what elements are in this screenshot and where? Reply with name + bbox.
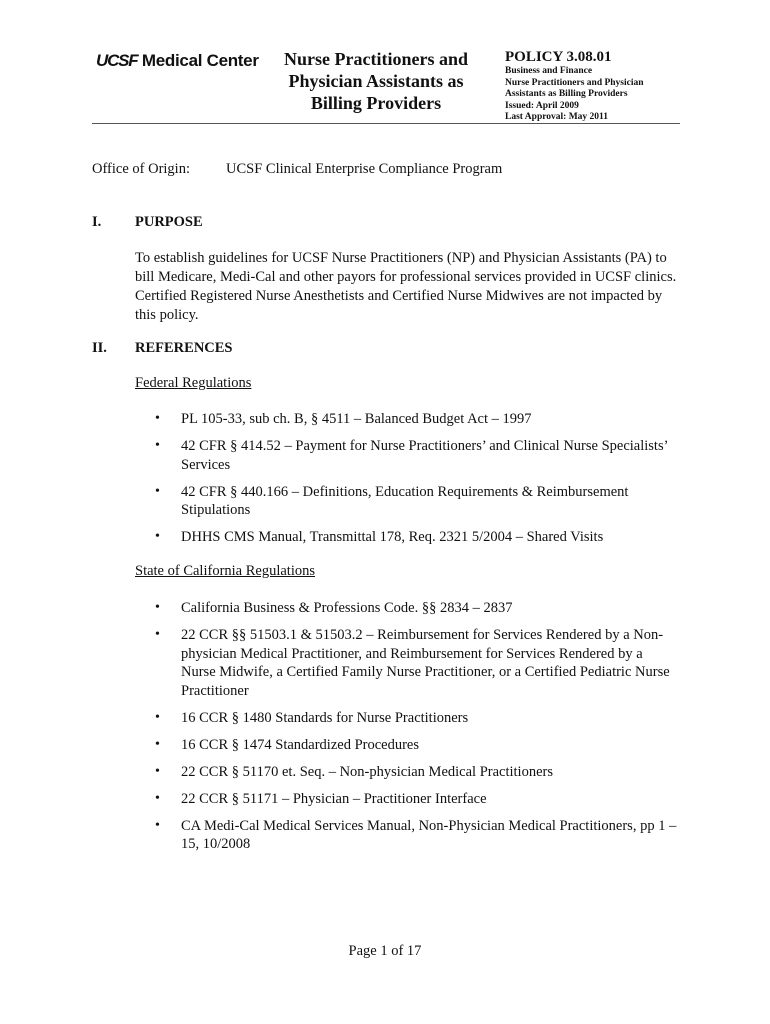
section-number: II.: [92, 340, 107, 356]
bullet-icon: •: [155, 790, 160, 806]
section-title: PURPOSE: [135, 214, 203, 230]
list-item-text: 22 CCR § 51170 et. Seq. – Non-physician Medical Practitioners: [181, 763, 553, 780]
list-item-text: 22 CCR §§ 51503.1 & 51503.2 – Reimbursement for Services Rendered by a Non-physician Medical Practitioner, and Reimbursement for Services Rendered by a Nurse Midwife, a Certified Family Nurse Practitioner, or a Certified Pediatric Nurse Practitioner: [181, 627, 670, 699]
list-item-text: CA Medi-Cal Medical Services Manual, Non-Physician Medical Practitioners, pp 1 – 15, 10/2008: [181, 817, 677, 852]
list-item: [135, 528, 680, 547]
policy-number: POLICY 3.08.01: [505, 49, 612, 65]
policy-title-line: Physician Assistants as: [288, 71, 464, 91]
policy-issued: Issued: April 2009: [505, 100, 579, 111]
policy-subject-line: Nurse Practitioners and Physician: [505, 77, 644, 88]
state-regulations-list: [135, 599, 680, 862]
list-item: [135, 763, 680, 782]
list-item-text: California Business & Professions Code. §§ 2834 – 2837: [181, 600, 513, 616]
policy-info: [505, 48, 685, 124]
policy-title: [276, 48, 476, 114]
list-item: [135, 437, 680, 474]
bullet-icon: •: [155, 438, 160, 453]
list-item-text: 42 CFR § 440.166 – Definitions, Education Requirements & Reimbursement Stipulations: [181, 483, 629, 518]
list-item: [135, 817, 680, 854]
ucsf-logo: [96, 51, 259, 71]
bullet-icon: •: [155, 483, 160, 499]
list-item: [135, 709, 680, 728]
policy-category: Business and Finance: [505, 66, 593, 76]
policy-title-line: Nurse Practitioners and: [284, 49, 468, 69]
list-item: [135, 626, 680, 700]
federal-regulations-heading: Federal Regulations: [135, 375, 252, 391]
bullet-icon: •: [155, 529, 160, 544]
list-item-text: 42 CFR § 414.52 – Payment for Nurse Practitioners’ and Clinical Nurse Specialists’ Services: [181, 438, 668, 473]
policy-subject-line: Assistants as Billing Providers: [505, 89, 628, 100]
state-regulations-heading: State of California Regulations: [135, 563, 316, 579]
purpose-paragraph: To establish guidelines for UCSF Nurse Practitioners (NP) and Physician Assistants (PA) to bill Medicare, Medi-Cal and other payors for professional services provided in UCSF clinics. Certified Registered Nurse Anesthetists and Certified Nurse Midwives are not impacted by this policy.: [135, 250, 677, 323]
logo-brand: UCSF: [96, 51, 138, 70]
federal-regulations-list: [135, 410, 680, 555]
list-item-text: 16 CCR § 1474 Standardized Procedures: [181, 736, 420, 753]
list-item: [135, 410, 680, 429]
list-item: [135, 483, 680, 520]
list-item-text: PL 105-33, sub ch. B, § 4511 – Balanced Budget Act – 1997: [181, 411, 532, 427]
bullet-icon: •: [155, 600, 160, 615]
bullet-icon: •: [155, 411, 160, 426]
list-item-text: 16 CCR § 1480 Standards for Nurse Practitioners: [181, 709, 469, 726]
policy-last-approval: Last Approval: May 2011: [505, 112, 609, 123]
origin-label: Office of Origin:: [92, 161, 190, 177]
policy-title-line: Billing Providers: [310, 93, 442, 113]
header-divider: [92, 123, 680, 124]
bullet-icon: •: [155, 736, 160, 752]
bullet-icon: •: [155, 817, 160, 833]
logo-suffix: Medical Center: [137, 51, 259, 70]
bullet-icon: •: [155, 709, 160, 725]
section-number: I.: [92, 214, 102, 230]
section-title: REFERENCES: [135, 340, 233, 356]
list-item-text: 22 CCR § 51171 – Physician – Practitioner Interface: [181, 790, 487, 807]
list-item: [135, 599, 680, 618]
bullet-icon: •: [155, 627, 160, 642]
page-number: Page 1 of 17: [348, 943, 422, 959]
list-item: [135, 790, 680, 809]
list-item: [135, 736, 680, 755]
origin-value: UCSF Clinical Enterprise Compliance Program: [226, 161, 503, 177]
list-item-text: DHHS CMS Manual, Transmittal 178, Req. 2321 5/2004 – Shared Visits: [181, 529, 604, 545]
bullet-icon: •: [155, 763, 160, 779]
